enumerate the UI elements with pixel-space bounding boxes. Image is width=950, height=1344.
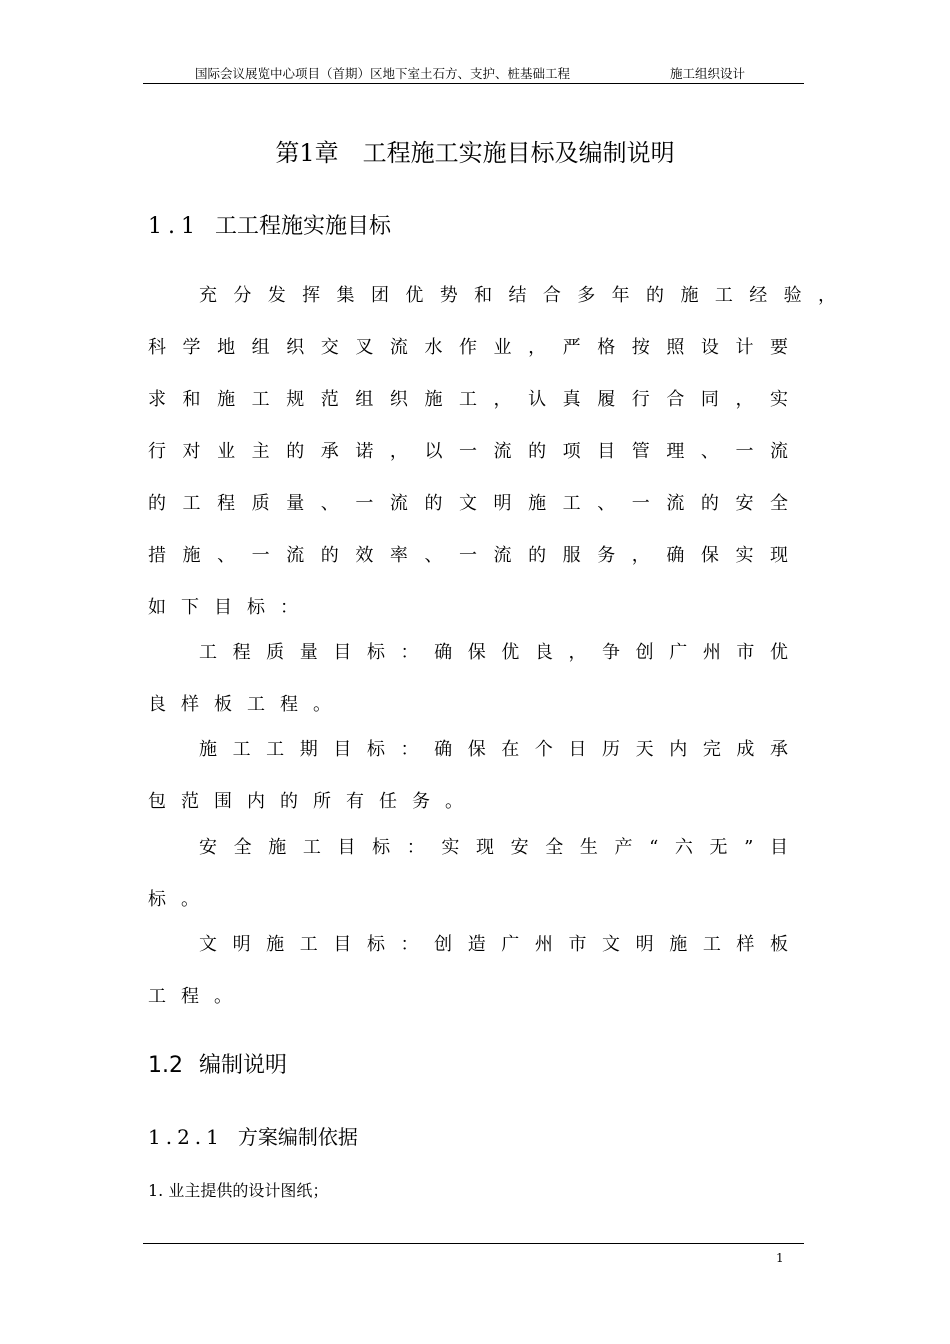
paragraph-line: 措施、一流的效率、一流的服务，确保实现 <box>148 545 788 566</box>
goal-safety-line: 安全施工目标：实现安全生产“六无”目 <box>199 837 788 858</box>
header-project-title: 国际会议展览中心项目（首期）区地下室土石方、支护、桩基础工程 <box>195 66 571 81</box>
goal-schedule-line: 包范围内的所有任务。 <box>148 791 478 812</box>
goal-civilized-line: 工程。 <box>148 986 247 1007</box>
goal-quality-line: 良样板工程。 <box>148 694 346 715</box>
paragraph-line: 行对业主的承诺，以一流的项目管理、一流 <box>148 441 788 462</box>
paragraph-line: 科学地组织交叉流水作业，严格按照设计要 <box>148 337 788 358</box>
section-title: 工工程施实施目标 <box>215 214 392 239</box>
goal-quality-line: 工程质量目标：确保优良，争创广州市优 <box>199 642 788 663</box>
page-number: 1 <box>776 1251 784 1265</box>
paragraph-line: 求和施工规范组织施工，认真履行合同，实 <box>148 389 788 410</box>
paragraph-line: 如下目标： <box>148 597 313 618</box>
section-title: 编制说明 <box>199 1053 288 1078</box>
paragraph-line: 充分发挥集团优势和结合多年的施工经验， <box>199 285 836 306</box>
section-number: 1.2.1 <box>148 1125 224 1149</box>
footer-divider <box>143 1243 804 1244</box>
chapter-title: 第1章 工程施工实施目标及编制说明 <box>275 139 675 167</box>
section-heading-1-2 <box>148 1051 287 1081</box>
section-heading-1-1 <box>148 212 391 242</box>
goal-schedule-line: 施工工期目标：确保在个日历天内完成承 <box>199 739 788 760</box>
list-item: 1. 业主提供的设计图纸； <box>148 1181 329 1200</box>
section-title: 方案编制依据 <box>237 1125 358 1149</box>
goal-civilized-line: 文明施工目标：创造广州市文明施工样板 <box>199 934 788 955</box>
section-heading-1-2-1 <box>148 1123 358 1151</box>
section-number: 1.2 <box>148 1053 183 1078</box>
header-doc-type: 施工组织设计 <box>670 66 746 81</box>
goal-safety-line: 标。 <box>148 889 214 910</box>
section-number: 1.1 <box>148 214 201 239</box>
paragraph-line: 的工程质量、一流的文明施工、一流的安全 <box>148 493 788 514</box>
page-header <box>143 66 804 84</box>
header-divider <box>143 83 804 84</box>
